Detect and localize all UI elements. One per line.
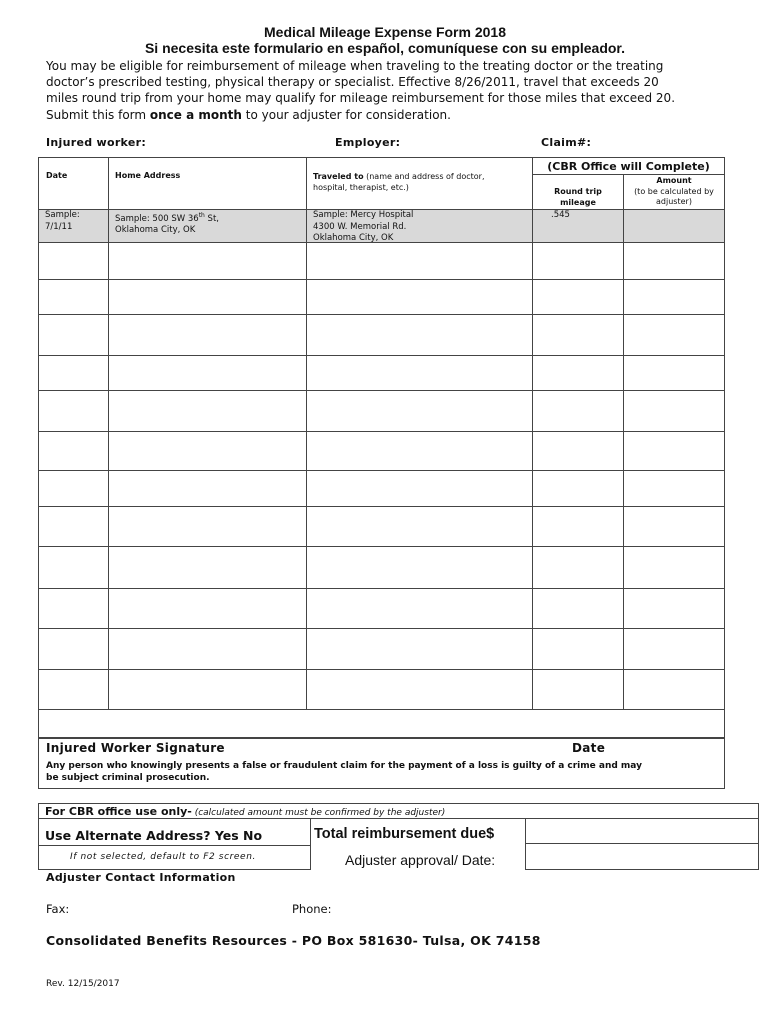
intro-line: doctor’s prescribed testing, physical therapy or specialist. Effective 8/26/2011, travel that exceeds 20 [46, 75, 659, 90]
signature-date-label: Date [572, 741, 606, 755]
intro-line: Submit this form once a month to your adjuster for consideration. [46, 107, 451, 122]
phone-label: Phone: [292, 902, 332, 916]
office-use-label: For CBR office use only- (calculated amount must be confirmed by the adjuster) [45, 805, 446, 818]
traveled-to-column-header: Traveled to (name and address of doctor, hospital, therapist, etc.) [313, 172, 485, 192]
signature-label: Injured Worker Signature [46, 741, 225, 755]
sample-mileage-rate: .545 [551, 210, 570, 220]
cbr-office-section [38, 803, 759, 870]
mailing-address: Consolidated Benefits Resources - PO Box 581630- Tulsa, OK 74158 [46, 933, 541, 948]
total-reimbursement-field[interactable] [525, 819, 759, 844]
intro-line: You may be eligible for reimbursement of mileage when traveling to the treating doctor or the treating [46, 59, 664, 73]
fax-label: Fax: [46, 902, 70, 916]
fraud-warning-text: Any person who knowingly presents a false or fraudulent claim for the payment of a loss is guilty of a crime and may be subject criminal prosecution. [46, 761, 642, 783]
intro-paragraph [46, 58, 736, 123]
sample-traveled-to: Sample: Mercy Hospital 4300 W. Memorial Rd. Oklahoma City, OK [313, 210, 414, 243]
mileage-table [38, 157, 725, 755]
total-reimbursement-label: Total reimbursement due$ [314, 826, 495, 842]
adjuster-approval-label: Adjuster approval/ Date: [345, 852, 496, 868]
form-subtitle: Si necesita este formulario en español, comuníquese con su empleador. [144, 40, 626, 56]
adjuster-contact-heading: Adjuster Contact Information [46, 871, 236, 884]
cbr-office-header: (CBR Office will Complete) [547, 160, 710, 173]
form-title: Medical Mileage Expense Form 2018 [264, 24, 506, 40]
date-column-header: Date [46, 171, 68, 180]
claim-number-label: Claim#: [541, 136, 592, 149]
home-address-column-header: Home Address [115, 171, 181, 180]
sample-home-address: Sample: 500 SW 36th St, Oklahoma City, OK [115, 212, 219, 236]
alternate-address-question[interactable]: Use Alternate Address? Yes No [45, 828, 263, 843]
sample-date: Sample: 7/1/11 [45, 210, 80, 232]
intro-line: miles round trip from your home may qualify for mileage reimbursement for those miles that exceed 20. [46, 91, 676, 106]
employer-label: Employer: [335, 136, 401, 149]
round-trip-column-header: Round trip mileage [554, 187, 602, 207]
amount-column-header: Amount (to be calculated by adjuster) [634, 176, 714, 206]
default-address-note: If not selected, default to F2 screen. [70, 852, 256, 862]
injured-worker-label: Injured worker: [46, 136, 147, 149]
adjuster-approval-field[interactable] [525, 844, 759, 870]
fraud-warning-box [38, 738, 725, 789]
revision-date: Rev. 12/15/2017 [46, 979, 120, 989]
